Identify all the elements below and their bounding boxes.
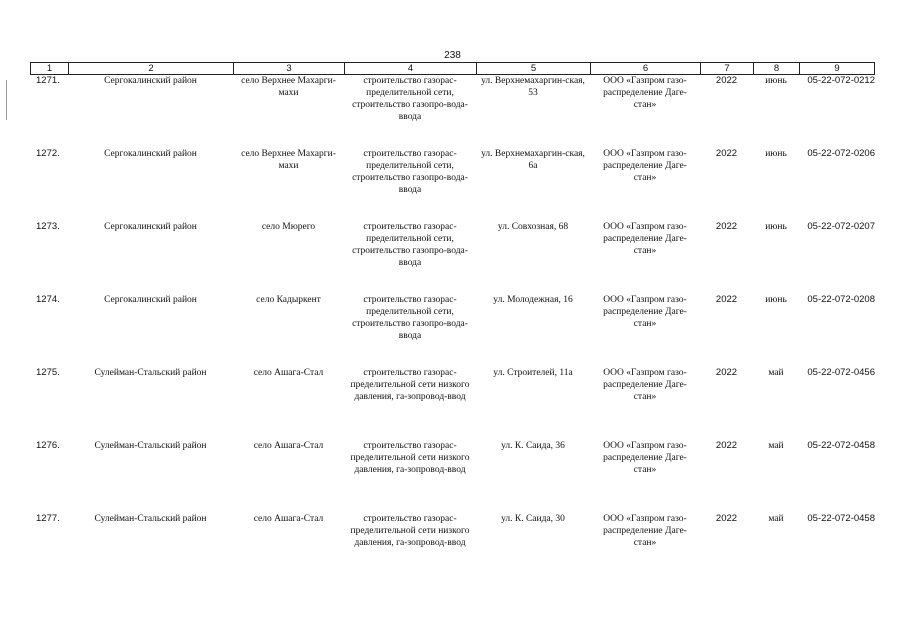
row-number: 1273.: [36, 221, 60, 232]
settlement-cell: село Ашага-Стал: [253, 441, 324, 451]
settlement-cell: село Верхнее Махарги-махи: [241, 149, 336, 171]
district-cell: Сергокалинский район: [104, 295, 197, 305]
settlement-cell: село Кадыркент: [256, 295, 321, 305]
code-cell: 05-22-072-0456: [807, 367, 875, 378]
row-number: 1276.: [36, 440, 60, 451]
work-cell: строительство газорас-пределительной сети, строительство газопро-вода-ввода: [352, 295, 468, 341]
column-header: 6: [590, 63, 700, 74]
work-cell: строительство газорас-пределительной сети низкого давления, га-зопровод-ввод: [350, 368, 470, 402]
table-row: [30, 221, 875, 291]
code-cell: 05-22-072-0212: [807, 75, 875, 86]
district-cell: Сулейман-Стальский район: [94, 514, 207, 524]
row-number: 1277.: [36, 513, 60, 524]
month-cell: май: [768, 514, 784, 524]
work-cell: строительство газорас-пределительной сети низкого давления, га-зопровод-ввод: [350, 514, 470, 548]
district-cell: Сулейман-Стальский район: [94, 368, 207, 378]
column-header: 5: [476, 63, 590, 74]
year-cell: 2022: [715, 75, 738, 86]
settlement-cell: село Ашага-Стал: [253, 514, 324, 524]
code-cell: 05-22-072-0207: [807, 221, 875, 232]
row-number: 1272.: [36, 148, 60, 159]
table-row: [30, 440, 875, 510]
code-cell: 05-22-072-0208: [807, 294, 875, 305]
column-header: 3: [233, 63, 344, 74]
address-cell: ул. Строителей, 11а: [493, 368, 573, 378]
scan-edge-mark: [6, 80, 7, 120]
code-cell: 05-22-072-0458: [807, 440, 875, 451]
district-cell: Сергокалинский район: [104, 222, 197, 232]
year-cell: 2022: [715, 221, 738, 232]
table-row: [30, 294, 875, 364]
organization-cell: ООО «Газпром газо-распределение Даге-стан»: [603, 368, 687, 402]
year-cell: 2022: [715, 148, 738, 159]
district-cell: Сулейман-Стальский район: [94, 441, 207, 451]
table-row: [30, 513, 875, 583]
address-cell: ул. Совхозная, 68: [497, 222, 569, 232]
work-cell: строительство газорас-пределительной сети, строительство газопро-вода-ввода: [352, 222, 468, 268]
page-number: 238: [444, 50, 461, 61]
table-header: [30, 62, 875, 75]
address-cell: ул. К. Саида, 30: [501, 514, 565, 524]
settlement-cell: село Верхнее Махарги-махи: [241, 76, 336, 98]
work-cell: строительство газорас-пределительной сети, строительство газопро-вода-ввода: [352, 149, 468, 195]
address-cell: ул. К. Саида, 36: [501, 441, 565, 451]
row-number: 1275.: [36, 367, 60, 378]
settlement-cell: село Мюрего: [261, 222, 316, 232]
year-cell: 2022: [715, 440, 738, 451]
year-cell: 2022: [715, 513, 738, 524]
month-cell: май: [768, 441, 784, 451]
column-header: 9: [799, 63, 875, 74]
organization-cell: ООО «Газпром газо-распределение Даге-стан»: [603, 295, 687, 329]
year-cell: 2022: [715, 294, 738, 305]
table-row: [30, 148, 875, 218]
row-number: 1271.: [36, 75, 60, 86]
table-row: [30, 367, 875, 437]
district-cell: Сергокалинский район: [104, 76, 197, 86]
address-cell: ул. Молодежная, 16: [493, 295, 573, 305]
month-cell: июнь: [765, 149, 787, 159]
code-cell: 05-22-072-0206: [807, 148, 875, 159]
month-cell: июнь: [765, 222, 787, 232]
organization-cell: ООО «Газпром газо-распределение Даге-стан»: [603, 76, 687, 110]
organization-cell: ООО «Газпром газо-распределение Даге-стан»: [603, 222, 687, 256]
organization-cell: ООО «Газпром газо-распределение Даге-стан»: [603, 441, 687, 475]
year-cell: 2022: [715, 367, 738, 378]
organization-cell: ООО «Газпром газо-распределение Даге-стан»: [603, 514, 687, 548]
work-cell: строительство газорас-пределительной сети, строительство газопро-вода-ввода: [352, 76, 468, 122]
month-cell: июнь: [765, 295, 787, 305]
work-cell: строительство газорас-пределительной сети низкого давления, га-зопровод-ввод: [350, 441, 470, 475]
month-cell: май: [768, 368, 784, 378]
column-header: 2: [68, 63, 233, 74]
row-number: 1274.: [36, 294, 60, 305]
month-cell: июнь: [765, 76, 787, 86]
column-header: 4: [344, 63, 476, 74]
code-cell: 05-22-072-0458: [807, 513, 875, 524]
organization-cell: ООО «Газпром газо-распределение Даге-стан»: [603, 149, 687, 183]
column-header: 8: [753, 63, 799, 74]
table-row: [30, 75, 875, 145]
address-cell: ул. Верхнемахаргин-ская, 53: [481, 76, 585, 98]
column-header: 1: [30, 63, 68, 74]
settlement-cell: село Ашага-Стал: [253, 368, 324, 378]
district-cell: Сергокалинский район: [104, 149, 197, 159]
column-header: 7: [700, 63, 753, 74]
address-cell: ул. Верхнемахаргин-ская, 6а: [481, 149, 585, 171]
